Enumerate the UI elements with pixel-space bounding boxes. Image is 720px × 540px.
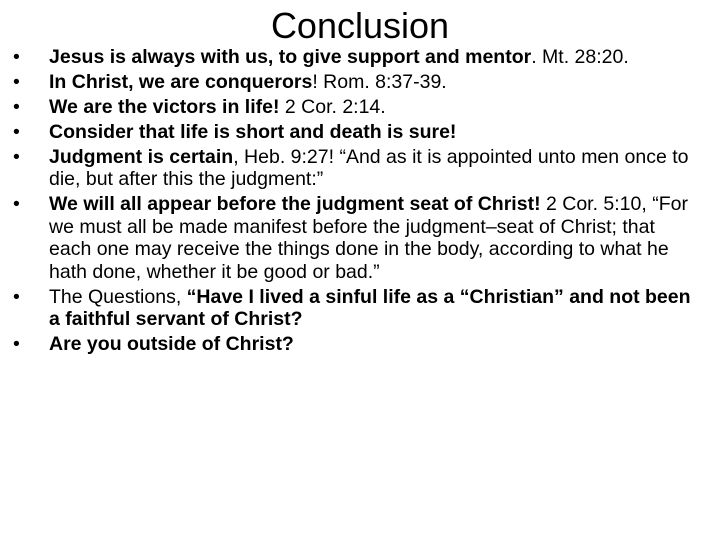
bullet-text: 2 Cor. 2:14. xyxy=(279,96,386,118)
bullet-text: , Heb. 9:27! “And as it is appointed unto men once to die, but after this the judgment:” xyxy=(49,146,689,191)
bullet-text: ! Rom. 8:37-39. xyxy=(312,71,447,93)
bullet-item xyxy=(0,333,700,355)
bullet-point-icon: • xyxy=(13,121,20,143)
bullet-item xyxy=(0,193,700,283)
bullet-point-icon: • xyxy=(13,96,20,118)
bullet-text: The Questions, xyxy=(49,285,187,308)
bullet-point-icon: • xyxy=(13,193,20,216)
bullet-item xyxy=(0,146,700,191)
bullet-point-icon: • xyxy=(13,333,20,356)
bullet-list xyxy=(0,46,700,358)
bullet-text: 2 Cor. 5:10, “For we must all be made manifest before the judgment–seat of Christ; that each one may receive the things done in the body, according to what he hath done, whether it be good or bad.” xyxy=(49,193,688,283)
bullet-text: We will all appear before the judgment seat of Christ! xyxy=(49,193,541,216)
bullet-point-icon: • xyxy=(13,285,20,308)
bullet-text: In Christ, we are conquerors xyxy=(49,71,313,93)
bullet-point-icon: • xyxy=(13,71,20,93)
bullet-item xyxy=(0,71,700,93)
bullet-text: Are you outside of Christ? xyxy=(49,333,294,356)
bullet-text: “Have I lived a sinful life as a “Christian” and not been a faithful servant of Christ? xyxy=(49,285,691,331)
bullet-text: Judgment is certain xyxy=(49,146,234,168)
slide-title: Conclusion xyxy=(270,5,450,46)
bullet-point-icon: • xyxy=(13,46,20,68)
bullet-text: Jesus is always with us, to give support and mentor xyxy=(49,46,532,68)
bullet-text: . Mt. 28:20. xyxy=(531,46,629,68)
bullet-item xyxy=(0,121,700,143)
bullet-item xyxy=(0,96,700,118)
bullet-point-icon: • xyxy=(13,146,20,168)
bullet-text: We are the victors in life! xyxy=(49,96,280,118)
bullet-item xyxy=(0,286,700,331)
bullet-item xyxy=(0,46,700,68)
bullet-text: Consider that life is short and death is sure! xyxy=(49,121,457,143)
